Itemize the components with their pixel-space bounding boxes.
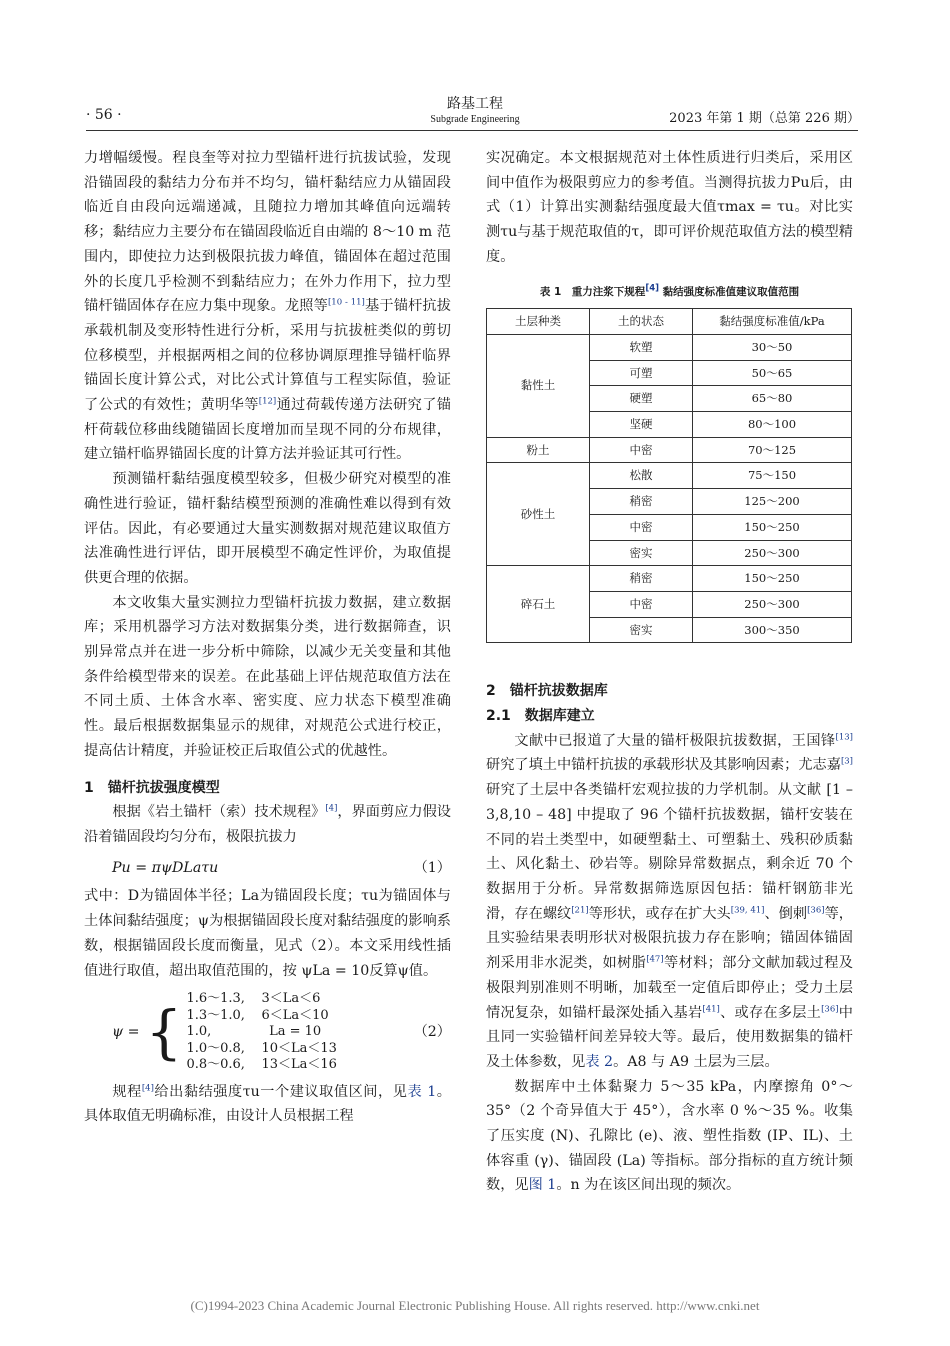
figure-reference-link[interactable]: 图 1 bbox=[528, 1177, 557, 1194]
text: 数据库中土体黏聚力 5～35 kPa，内摩擦角 0°～35°（2 个奇异值大于 45°），含水率 0 %～35 %。收集了压实度 (N)、孔隙比 (e)、液、塑性指数 (IP、IL)、土体容重 (γ)、锚固段 (La) 等指标。部分指标的直方统计频数，见 bbox=[486, 1078, 853, 1194]
soil-state-cell: 密实 bbox=[590, 617, 693, 643]
section-heading: 1 锚杆抗拔强度模型 bbox=[84, 779, 220, 796]
equation-lhs: ψ = bbox=[112, 1024, 140, 1041]
paragraph: 本文收集大量实测拉力型锚杆抗拔力数据，建立数据库；采用机器学习方法对数据集分类，进行数据筛查，识别异常点并在进一步分析中筛除，以减少无关变量和其他条件给模型带来的误差。在此基础上评估规范取值方法在不同土质、土体含水率、密实度、应力状态下模型准确性。最后根据数据集显示的规律，对规范公式进行校正，提高估计精度，并验证校正后取值公式的优越性。 bbox=[84, 594, 451, 759]
section-heading: 2 锚杆抗拔数据库 bbox=[486, 683, 608, 700]
bond-strength-cell: 150～250 bbox=[693, 566, 852, 592]
brace: { bbox=[145, 998, 183, 1067]
case: 1.0, La = 10 bbox=[186, 1024, 322, 1040]
header-rule bbox=[86, 130, 858, 131]
citation[interactable]: [10 - 11] bbox=[327, 297, 365, 308]
soil-state-cell: 密实 bbox=[590, 540, 693, 566]
citation[interactable]: [36] bbox=[807, 904, 825, 915]
equation-text: Pu = πψDLaτu bbox=[112, 859, 219, 876]
soil-state-cell: 中密 bbox=[590, 514, 693, 540]
text: 、倒刺 bbox=[764, 905, 808, 922]
equation-number: （2） bbox=[413, 1024, 451, 1041]
citation[interactable]: [4] bbox=[141, 1082, 154, 1093]
case: 1.6～1.3, 3＜La＜6 bbox=[186, 991, 321, 1007]
bond-strength-cell: 125～200 bbox=[693, 489, 852, 515]
text: 。A8 与 A9 土层为三层。 bbox=[613, 1053, 779, 1070]
soil-type-cell: 黏性土 bbox=[487, 334, 590, 437]
journal-title-cn: 路基工程 bbox=[447, 96, 503, 112]
bond-strength-cell: 250～300 bbox=[693, 540, 852, 566]
citation[interactable]: [47] bbox=[646, 954, 664, 965]
soil-type-cell: 碎石土 bbox=[487, 566, 590, 643]
paragraph bbox=[84, 146, 451, 467]
soil-state-cell: 松散 bbox=[590, 463, 693, 489]
equation-number: （1） bbox=[413, 859, 451, 876]
paragraph bbox=[486, 1075, 853, 1199]
copyright-footer: (C)1994-2023 China Academic Journal Electronic Publishing House. All rights reserved. http://www.cnki.net bbox=[190, 1298, 760, 1313]
bond-strength-cell: 70～125 bbox=[693, 437, 852, 463]
right-column bbox=[486, 146, 853, 1198]
case: 1.3～1.0, 6＜La＜10 bbox=[186, 1007, 329, 1023]
soil-state-cell: 中密 bbox=[590, 591, 693, 617]
citation[interactable]: [21] bbox=[571, 904, 589, 915]
case: 0.8～0.6, 13＜La＜16 bbox=[186, 1057, 337, 1073]
case: 1.0～0.8, 10＜La＜13 bbox=[186, 1040, 337, 1056]
citation[interactable]: [41] bbox=[702, 1003, 720, 1014]
citation[interactable]: [13] bbox=[835, 732, 853, 743]
text: 。n 为在该区间出现的频次。 bbox=[556, 1177, 741, 1194]
citation[interactable]: [39, 41] bbox=[730, 904, 765, 915]
text: 根据《岩土锚杆（索）技术规程》 bbox=[112, 804, 326, 821]
text: 研究了填土中锚杆抗拔的承载形状及其影响因素；尤志嘉 bbox=[486, 757, 841, 774]
table-header-cell: 土层种类 bbox=[487, 309, 590, 335]
issue-info: 2023 年第 1 期（总第 226 期） bbox=[669, 111, 860, 126]
text: 基于锚杆抗拔承载机制及变形特性进行分析，采用与抗拔桩类似的剪切位移模型，并根据两相之间的位移协调原理推导锚杆临界锚固长度计算公式，对比公式计算值与工程实际值，验证了公式的有效性；黄明华等 bbox=[84, 298, 451, 414]
bond-strength-cell: 150～250 bbox=[693, 514, 852, 540]
soil-state-cell: 稍密 bbox=[590, 566, 693, 592]
paragraph bbox=[84, 800, 451, 849]
table-header-cell: 黏结强度标准值/kPa bbox=[693, 309, 852, 335]
text: ，界面剪应力假设沿着锚固段均匀分布，极限抗拔力 bbox=[84, 804, 451, 845]
text: 给出黏结强度τu一个建议取值区间，见 bbox=[153, 1083, 408, 1100]
text: 通过荷载传递方法研究了锚杆荷载位移曲线随锚固长度增加而呈现不同的分布规律，建立锚杆临界锚固长度的计算方法并验证其可行性。 bbox=[84, 397, 451, 463]
soil-state-cell: 中密 bbox=[590, 437, 693, 463]
text: 规程 bbox=[112, 1083, 142, 1100]
bond-strength-cell: 250～300 bbox=[693, 591, 852, 617]
text: 力增幅缓慢。程良奎等对拉力型锚杆进行抗拔试验，发现沿锚固段的黏结力分布并不均匀，锚杆黏结应力从锚固段临近自由段向远端递减，且随拉力增加其峰值向远端转移；黏结应力主要分布在锚固段临近自由端的 8～10 m 范围内，即使拉力达到极限抗拔力峰值，锚固体在超过范围外的长度几乎检测不到黏结应力；在外力作用下，拉力型锚杆锚固体存在应力集中现象。龙照等 bbox=[84, 150, 451, 315]
table-row bbox=[487, 437, 852, 463]
text: 等形状，或存在扩大头 bbox=[588, 905, 731, 922]
paragraph: 预测锚杆黏结强度模型较多，但极少研究对模型的准确性进行验证，锚杆黏结模型预测的准确性难以得到有效评估。因此，有必要通过大量实测数据对规范建议取值方法准确性进行评估，即开展模型不确定性评价，为取值提供更合理的依据。 bbox=[84, 471, 451, 586]
journal-title-en: Subgrade Engineering bbox=[430, 114, 520, 125]
paragraph: 式中：D为锚固体半径；La为锚固段长度；τu为锚固体与土体间黏结强度；ψ为根据锚固段长度对黏结强度的影响系数，根据锚固段长度而衡量，见式（2）。本文采用线性插值进行取值，超出取值范围的，按 ψLa = 10反算ψ值。 bbox=[84, 888, 451, 979]
table-reference-link[interactable]: 表 2 bbox=[585, 1053, 614, 1070]
table-row bbox=[487, 463, 852, 489]
piecewise-function bbox=[112, 991, 337, 1074]
soil-state-cell: 硬塑 bbox=[590, 386, 693, 412]
citation[interactable]: [36] bbox=[821, 1003, 839, 1014]
soil-state-cell: 可塑 bbox=[590, 360, 693, 386]
citation[interactable]: [4] bbox=[645, 283, 659, 294]
text: 等材料；部分文献加载过程及极限判别准则不明晰，加载至一定值后即停止；受力土层情况复杂，如锚杆最深处插入基岩 bbox=[486, 955, 853, 1021]
text: 等，且实验结果表明形状对极限抗拔力存在影响；锚固体锚固剂采用非水泥类，如树脂 bbox=[486, 905, 853, 972]
text: 。具体取值无明确标准，由设计人员根据工程 bbox=[84, 1083, 451, 1125]
citation[interactable]: [4] bbox=[325, 803, 338, 814]
text: 、或存在多层土 bbox=[719, 1004, 822, 1021]
bond-strength-cell: 80～100 bbox=[693, 412, 852, 438]
soil-state-cell: 软塑 bbox=[590, 334, 693, 360]
soil-type-cell: 粉土 bbox=[487, 437, 590, 463]
bond-strength-cell: 300～350 bbox=[693, 617, 852, 643]
table-header-row bbox=[487, 309, 852, 335]
text: 文献中已报道了大量的锚杆极限抗拔数据，王国锋 bbox=[514, 732, 836, 749]
text: 中且同一实验锚杆间差异较大等。最后，使用数据集的锚杆及土体参数，见 bbox=[486, 1004, 853, 1070]
citation[interactable]: [12] bbox=[258, 396, 277, 407]
bond-strength-table bbox=[486, 308, 852, 643]
paragraph bbox=[486, 729, 853, 1075]
page-number: · 56 · bbox=[86, 107, 122, 123]
left-column bbox=[84, 146, 451, 1129]
citation[interactable]: [3] bbox=[840, 756, 853, 767]
equation-1 bbox=[112, 856, 451, 881]
soil-type-cell: 砂性土 bbox=[487, 463, 590, 566]
bond-strength-cell: 75～150 bbox=[693, 463, 852, 489]
bond-strength-cell: 65～80 bbox=[693, 386, 852, 412]
text: 表 1 重力注浆下规程 bbox=[539, 285, 646, 298]
equation-cases bbox=[186, 991, 336, 1074]
soil-state-cell: 坚硬 bbox=[590, 412, 693, 438]
table-body bbox=[487, 309, 852, 643]
bond-strength-cell: 50～65 bbox=[693, 360, 852, 386]
table-header-cell: 土的状态 bbox=[590, 309, 693, 335]
table-reference-link[interactable]: 表 1 bbox=[407, 1083, 437, 1100]
table-caption bbox=[486, 280, 853, 305]
table-row bbox=[487, 566, 852, 592]
paragraph: 实况确定。本文根据规范对土体性质进行归类后，采用区间中值作为极限剪应力的参考值。当测得抗拔力Pu后，由式（1）计算出实测黏结强度最大值τmax = τu。对比实测τu与基于规范取值的τ，即可评价规范取值方法的模型精度。 bbox=[486, 150, 853, 265]
table-row bbox=[487, 334, 852, 360]
subsection-heading bbox=[486, 704, 853, 729]
paragraph bbox=[84, 1080, 451, 1129]
bond-strength-cell: 30～50 bbox=[693, 334, 852, 360]
soil-state-cell: 稍密 bbox=[590, 489, 693, 515]
equation-2 bbox=[112, 991, 451, 1074]
text: 2.1 数据库建立 bbox=[486, 708, 595, 725]
text: 研究了土层中各类锚杆宏观拉拔的力学机制。从文献 [1 – 3,8,10 – 48] 中提取了 96 个锚杆抗拔数据，锚杆安装在不同的岩土类型中，如硬塑黏土、可塑黏土、残积砂质黏土、风化黏土、砂岩等。剔除异常数据点，剩余近 70 个数据用于分析。异常数据筛选原因包括：锚杆钢筋非光滑，存在螺纹 bbox=[486, 782, 853, 922]
text: 黏结强度标准值建议取值范围 bbox=[659, 285, 800, 298]
